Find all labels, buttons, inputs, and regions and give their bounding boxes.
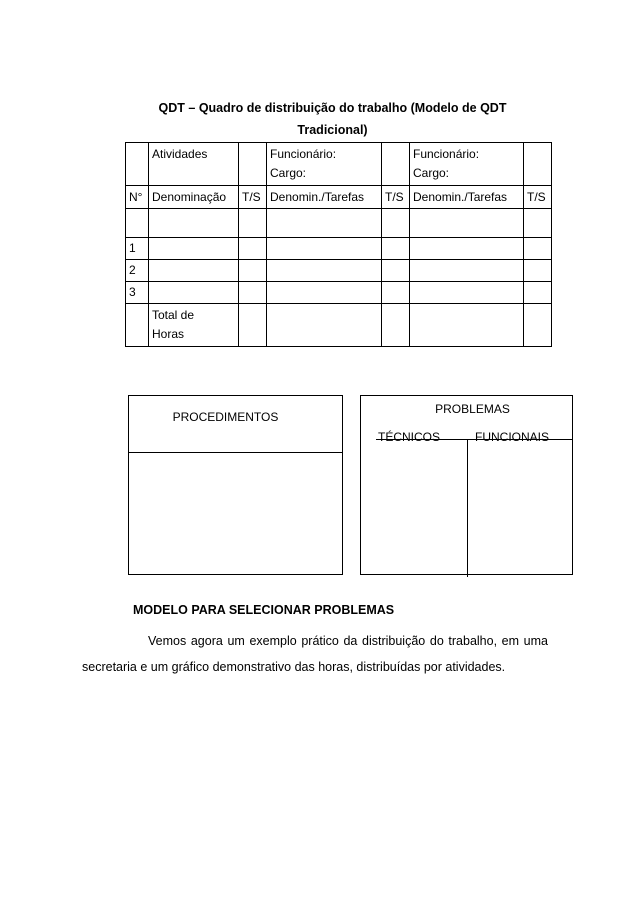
atividades-cell [149,143,239,186]
funcionario-cell-1 [267,143,382,186]
table-row [126,260,552,282]
procedimentos-label: PROCEDIMENTOS [172,410,279,424]
document-title [110,97,555,141]
qdt-table [125,142,552,347]
body-paragraph: Vemos agora um exemplo prático da distribuição do trabalho, em uma secretaria e um gráfico demonstrativo das horas, distribuídas por atividades. [82,634,548,674]
procedimentos-divider [129,452,342,453]
problemas-label: PROBLEMAS [435,402,510,416]
problemas-subheader-line [376,439,572,440]
table-cell [239,304,267,347]
table-cell [382,260,410,282]
header-denominacao: Denominação [149,186,239,209]
table-cell [126,143,149,186]
title-line-2: Tradicional) [297,123,368,137]
row-number: 2 [126,260,149,282]
total-horas-cell [149,304,239,347]
table-cell [267,260,382,282]
header-ts-2: T/S [382,186,410,209]
atividades-label: Atividades [152,147,208,161]
table-cell [524,282,552,304]
table-cell [524,260,552,282]
header-ts-1: T/S [239,186,267,209]
table-cell [267,282,382,304]
cargo-label-2: Cargo: [413,166,450,180]
table-cell [267,304,382,347]
total-label-line-1: Total de [152,308,195,322]
table-cell [410,209,524,238]
table-cell [382,209,410,238]
table-header-row [126,186,552,209]
header-ts-3: T/S [524,186,552,209]
problemas-column-divider [467,439,468,577]
table-cell [267,238,382,260]
table-cell [239,282,267,304]
table-cell [239,209,267,238]
tecnicos-label: TÉCNICOS [378,430,441,444]
table-spacer-row [126,209,552,238]
table-cell [524,143,552,186]
table-row [126,282,552,304]
table-cell [410,282,524,304]
funcionario-label-1: Funcionário: [270,147,337,161]
table-cell [149,260,239,282]
funcionais-label: FUNCIONAIS [475,430,550,444]
table-cell [239,238,267,260]
total-label-line-2: Horas [152,327,185,341]
table-cell [149,238,239,260]
table-top-row [126,143,552,186]
table-cell [524,209,552,238]
table-total-row [126,304,552,347]
section-heading: MODELO PARA SELECIONAR PROBLEMAS [133,603,395,617]
table-cell [149,209,239,238]
table-cell [239,143,267,186]
table-cell [126,304,149,347]
table-cell [524,238,552,260]
table-cell [382,304,410,347]
table-cell [149,282,239,304]
funcionario-label-2: Funcionário: [413,147,480,161]
table-cell [410,304,524,347]
table-cell [126,209,149,238]
table-cell [410,238,524,260]
header-numero: N° [126,186,149,209]
header-denomin-tarefas-1: Denomin./Tarefas [267,186,382,209]
table-cell [267,209,382,238]
table-cell [239,260,267,282]
table-cell [382,238,410,260]
row-number: 1 [126,238,149,260]
header-denomin-tarefas-2: Denomin./Tarefas [410,186,524,209]
row-number: 3 [126,282,149,304]
table-cell [410,260,524,282]
title-line-1: QDT – Quadro de distribuição do trabalho (Modelo de QDT [158,101,507,115]
cargo-label-1: Cargo: [270,166,307,180]
table-row [126,238,552,260]
table-cell [524,304,552,347]
funcionario-cell-2 [410,143,524,186]
procedimentos-box [128,395,343,575]
table-cell [382,282,410,304]
table-cell [382,143,410,186]
